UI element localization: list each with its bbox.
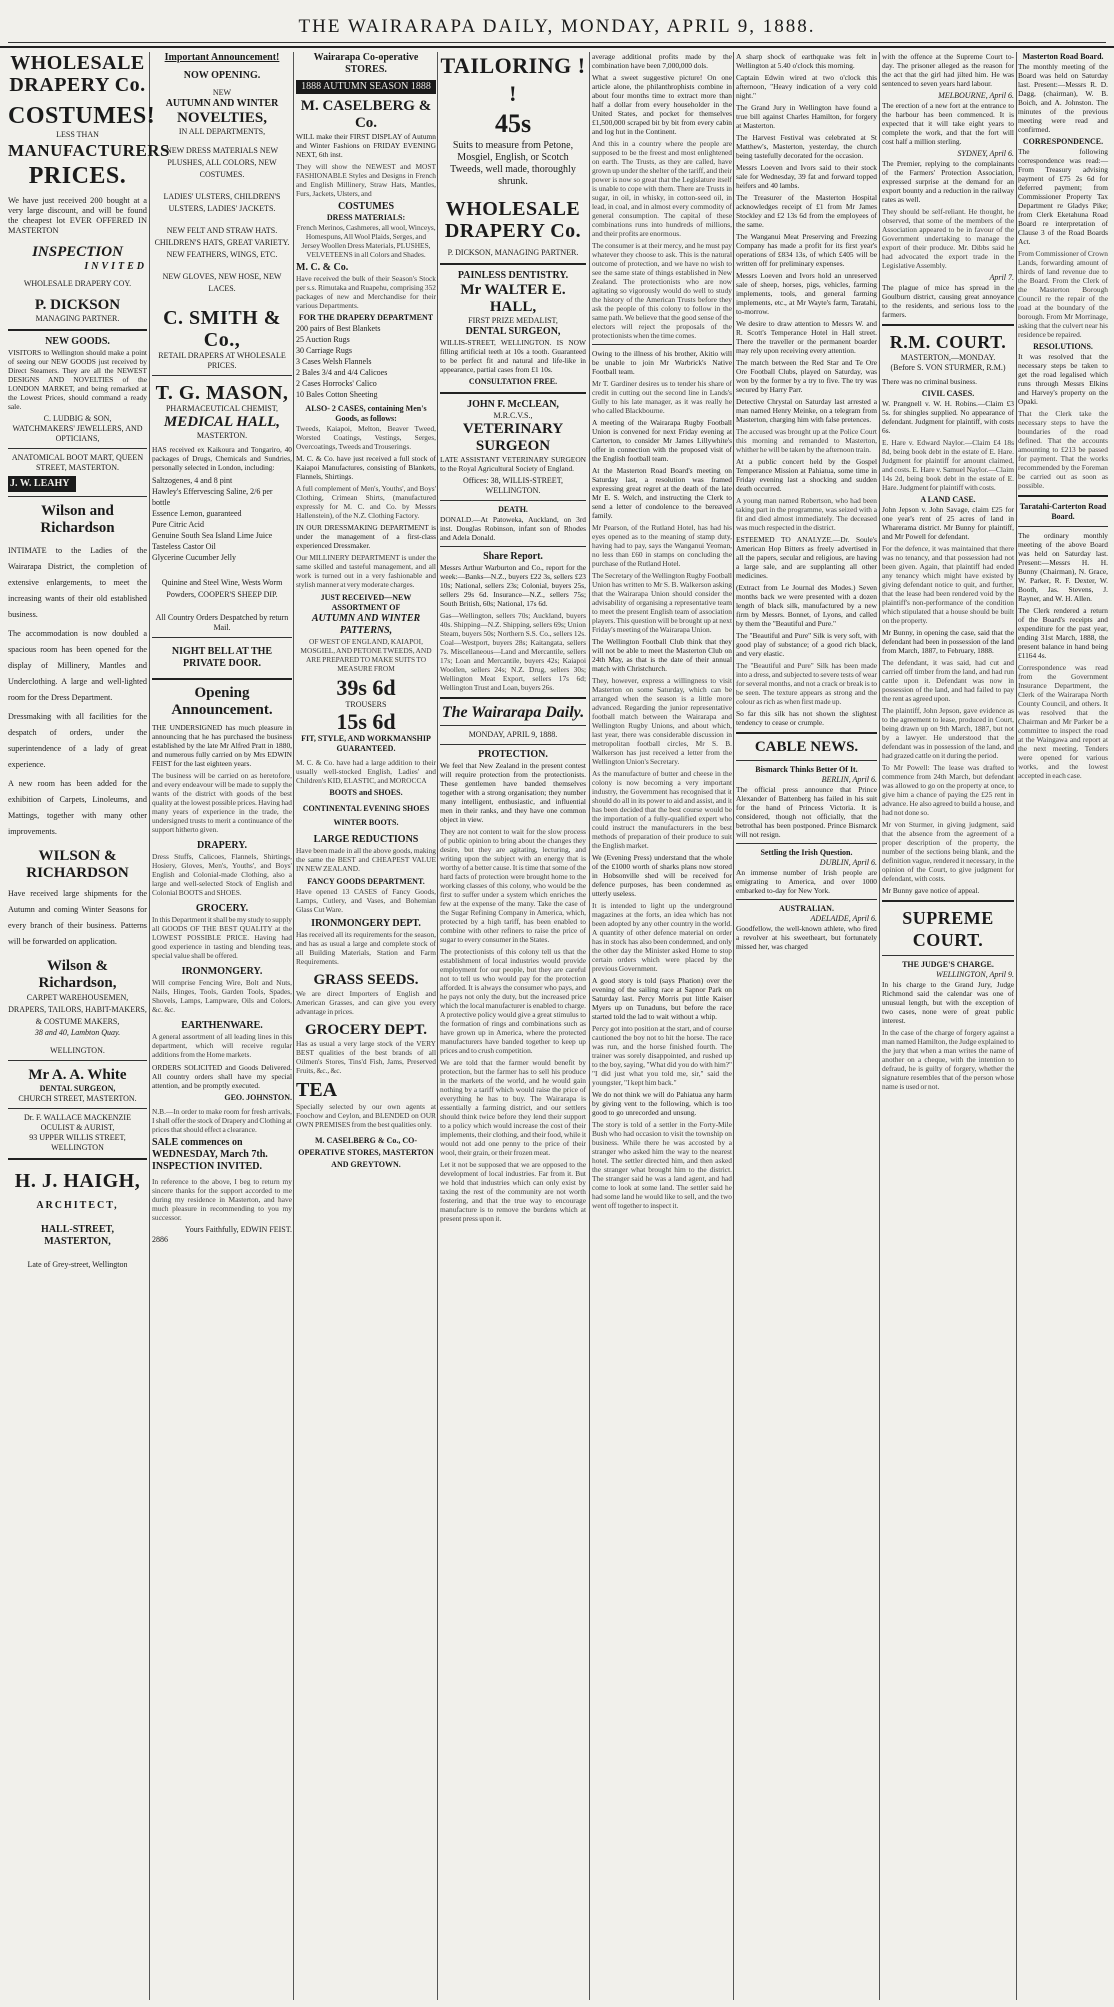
smith-co-heading: C. SMITH & Co., <box>163 307 281 351</box>
road-board-text: The monthly meeting of the Board was held on Saturday last. Present:—Messrs R. D. Dagg, (chairman), W. B. Boich, and A. Johnston. The minutes of the previous meeting were read and confirmed. <box>1018 62 1108 134</box>
sunday-school-text: A meeting of the Wairarapa Rugby Football Union is convened for next Friday evening at Carterton, to consider Mr James Lillywhite's offer in connection with the proposed visit of the English football team. <box>592 418 732 463</box>
lambton-quay: 38 and 40, Lambton Quay. <box>34 1028 121 1037</box>
dental-text: WILLIS-STREET, WELLINGTON. IS NOW filling artificial teeth at 10s a tooth. Guaranteed to be perfect fit and natural and life-like in appearance, partial cases from £1 10s. <box>440 338 586 374</box>
news-filler-7: Percy got into position at the start, and of course cautioned the boy not to hit the horse. The race was run, and the horse finished fourth. The trainer was sorely disappointed, and rushed up to the boy, saying, "What did you do with him?" "I did just what you told me, sir," said the youngster, "I kept him back." <box>592 1024 732 1087</box>
stock-list-item: 200 pairs of Best Blankets <box>296 324 381 333</box>
tailoring-price: 45s <box>494 109 532 138</box>
caselberg-text: WILL make their FIRST DISPLAY of Autumn and Winter Fashions on FRIDAY EVENING NEXT, 6th inst. <box>296 132 436 159</box>
dressmaking-filler: Our MILLINERY DEPARTMENT is under the same skilled and tasteful management, and all work is turned out in a very fashionable and stylish manner at very moderate charges. <box>296 553 436 589</box>
caselberg-heading: M. CASELBERG & Co. <box>300 98 432 131</box>
hospital-text: The Treasurer of the Masterton Hospital acknowledges receipt of £1 from Mr James Stockley and £2 13s 6d from the employees of the same. <box>736 193 877 229</box>
protection-filler-3: We are told that the farmer would benefit by protection, but the farmer has to sell his produce in the markets of the world, and he would gain nothing by a tariff which would raise the price of everything he has to buy. The Wairarapa is essentially a farming district, and our settlers should think twice before they lend their support to a policy which would increase the cost of their implements, their clothing, and their food, while it would not add one penny to the price of their wool, their grain, or their frozen meat. <box>440 1058 586 1157</box>
drapery-co-heading: DRAPERY Co. <box>9 74 146 96</box>
drapery-filler: Dress Stuffs, Calicoes, Flannels, Shirtings, Hosiery, Gloves, Men's, Youths', and Boys' English and Colonial-made Clothing, also a large and well-selected Stock of English and Colonial BOOTS and SHOES. <box>152 852 292 897</box>
plague-text: The plague of mice has spread in the Goulburn district, causing great annoyance to the residents, and serious loss to the farmers. <box>882 283 1014 319</box>
dental-surgeon-text: DENTAL SURGEON, <box>39 1084 116 1093</box>
april7-dateline: April 7. <box>989 273 1014 282</box>
land-filler-2: The defendant, it was said, had cut and carried off timber from the land, and had run cattle upon it. Defendant was now in possession of the land, and had failed to pay the rent as agreed upon. <box>882 658 1014 703</box>
invited-heading: INVITED <box>84 261 147 272</box>
opening-announcement-heading: Opening Announcement. <box>171 685 273 718</box>
divider <box>440 744 586 745</box>
opening-filler: The business will be carried on as heretofore, and every endeavour will be made to supply the wants of the district with goods of the best quality at the lowest possible prices. Having had many years of experience in the trade, the undersigned trusts to merit a continuance of the support hitherto given. <box>152 771 292 834</box>
news-filler-2: Mr Pearson, of the Rutland Hotel, has had his eyes opened as to the meaning of stamp duty, having had to pay, says the Wanganui Yeoman, no less than £60 in stamps on concluding the purchase of the Rutland Hotel. <box>592 523 732 568</box>
column-8-road-boards <box>1018 52 1108 2000</box>
late-of-text: Late of Grey-street, Wellington <box>27 1260 128 1269</box>
willis-street-text: 93 UPPER WILLIS STREET, WELLINGTON <box>29 1133 126 1152</box>
suits-text: Suits to measure from Petone, Mosgiel, English, or Scotch Tweeds, well made, thoroughly shrunk. <box>450 140 576 187</box>
bismarck-heading: Bismarck Thinks Better Of It. <box>755 765 858 774</box>
masterton-text: MASTERTON. <box>196 431 248 440</box>
fit-style-text: FIT, STYLE, AND WORKMANSHIP GUARANTEED. <box>301 734 431 753</box>
dressmaking-text: IN OUR DRESSMAKING DEPARTMENT is under the management of a first-class experienced Dressmaker. <box>296 523 436 550</box>
divider <box>440 392 586 394</box>
mason-list-item: Genuine South Sea Island Lime Juice <box>152 531 273 540</box>
protection-text: We feel that New Zealand in the present contest will require protection from the protectionists. These gentlemen have banded themselves together with a strong organisation; they number many intelligent, enthusiastic, and influential men in their ranks, and they have one common object in view. <box>440 761 586 824</box>
oculist-text: OCULIST & AURIST, <box>40 1123 115 1132</box>
dress-materials-text: NEW DRESS MATERIALS NEW PLUSHES, ALL COLORS, NEW COSTUMES. <box>165 146 279 179</box>
prices-heading: PRICES. <box>28 163 127 189</box>
leahy-block: J. W. LEAHY <box>8 476 76 492</box>
land-case-heading: A LAND CASE. <box>920 495 976 504</box>
divider <box>8 329 147 331</box>
crumple-text: So far this silk has not shown the slightest tendency to cease or crumple. <box>736 709 877 727</box>
ludbig-name: C. LUDBIG & SON, <box>43 414 112 423</box>
no-criminal-text: There was no criminal business. <box>882 377 978 386</box>
tailoring-heading: TAILORING ! ! <box>440 53 586 106</box>
land-filler-3: The plaintiff, John Jepson, gave evidence as to the agreement to lease, produced in Court, being drawn up on 9th March, 1887, but not by a lawyer. He understood that the defendant was in possession of the land, and had grazed cattle on it during the period. <box>882 706 1014 760</box>
grocery-dept-heading: GROCERY DEPT. <box>305 1022 427 1038</box>
grocery-filler: Has as usual a very large stock of the VERY BEST qualities of the best brands of all Oilmen's Stores, Tins'd Fish, Jams, Preserved Fruits, &c., &c. <box>296 1039 436 1075</box>
richardson-heading-2: RICHARDSON <box>26 865 129 881</box>
paper-title: The Wairarapa Daily. <box>441 704 585 721</box>
death-notice: DONALD.—At Patoweka, Auckland, on 3rd inst. Douglas Robinson, infant son of Rhodes and Adela Donald. <box>440 515 586 542</box>
dublin-dateline: DUBLIN, April 6. <box>819 858 877 867</box>
managing-partner: MANAGING PARTNER. <box>35 314 120 323</box>
johnston-signature: GEO. JOHNSTON. <box>224 1093 292 1102</box>
civil-text: W. Prangnell v. W. H. Robins.—Claim £3 5s. for shingles supplied. No appearance of defendant. Judgment for plaintiff, with costs 6s. <box>882 399 1014 435</box>
novelties-heading: NOVELTIES, <box>177 110 267 126</box>
wilson-heading-2: WILSON & <box>38 848 117 864</box>
berlin-text: The official press announce that Prince Alexander of Battenberg has failed in his suit for the hand of Princess Victoria. It is considered, though not officially, that the betrothal has been postponed. Prince Bismarck will not resign. <box>736 785 877 839</box>
column-5-news <box>592 52 732 2000</box>
wdc-heading: WHOLESALE <box>445 198 581 220</box>
gift-text: average additional profits made by the combination have been 7,000,000 dols. <box>592 52 732 70</box>
new-goods-text: VISITORS to Wellington should make a point of seeing our NEW GOODS just received by Direct Steamers. They are all the NEWEST DESIGNS AND NOVELTIES of the LONDON MARKET, and being remarked at the Lowest Prices, should command a ready sale. <box>8 348 147 411</box>
rm-court-before: (Before S. VON STURMER, R.M.) <box>890 363 1006 372</box>
prize-medalist: FIRST PRIZE MEDALIST, <box>468 316 558 325</box>
sale-text: SALE commences on WEDNESDAY, March 7th. INSPECTION INVITED. <box>152 1137 268 1172</box>
architect-text: ARCHITECT, <box>36 1200 119 1211</box>
news-filler-6: It is intended to light up the underground magazines at the forts, an idea which has not been adopted by any other country in the world. A quantity of other defence material on order has in stock has also been condemned, and only the other day the Minister asked Home to stop certain orders which were placed by the previous Government. <box>592 901 732 973</box>
ironmongery-dept-heading: IRONMONGERY DEPT. <box>311 918 421 929</box>
divider <box>882 955 1014 956</box>
mc-co-label: M. C. & Co. <box>296 262 349 273</box>
country-orders-text: All Country Orders Despatched by return Mail. <box>155 613 289 632</box>
masthead-rule <box>8 42 1106 43</box>
divider <box>8 496 147 497</box>
room-filler: N.B.—In order to make room for fresh arrivals, I shall offer the stock of Drapery and Clothing at prices that should effect a clearance. <box>152 1107 292 1134</box>
taratahi-text: The ordinary monthly meeting of the above Board was held on Saturday last. Present:—Messrs H. H. Bunny (Chairman), N. Grace, W. Parker, R. F. Dexter, W. Booth, Jas. Stevens, J. Rayner, and W. H. Allen. <box>1018 531 1108 603</box>
sheep-dip-text: Quinine and Steel Wine, Wests Worm Powders, COOPER'S SHEEP DIP. <box>161 578 283 599</box>
dublin-text: An immense number of Irish people are emigrating to America, and over 1000 embarked to-day for New York. <box>736 868 877 895</box>
cable-news-heading: CABLE NEWS. <box>754 739 859 755</box>
costumes-label: COSTUMES <box>337 201 395 212</box>
column-6-news <box>736 52 877 2000</box>
stock-list-item: 2 Cases Horrocks' Calico <box>296 379 377 388</box>
mason-heading: T. G. MASON, <box>155 382 289 404</box>
dickson-partner: P. DICKSON, MANAGING PARTNER. <box>447 248 579 257</box>
divider <box>592 344 732 345</box>
trousers-label: TROUSERS <box>345 700 387 709</box>
mason-list-item: Glycerine Cucumber Jelly <box>152 553 236 562</box>
vet-text: LATE ASSISTANT VETERINARY SURGEON to the Royal Agricultural Society of England. <box>440 455 586 473</box>
dickson-name: P. DICKSON <box>34 297 121 313</box>
lead-filler-2: The consumer is at their mercy, and he must pay whatever they choose to ask. This is the natural outcome of protection, and we have no wish to see the same state of things established in New Zealand. The protectionists who are now agitating so vigorously would do well to study the history of the American Trusts before they ask the people of this colony to follow in the same path. We believe that the good sense of the electors will reject the proposals of the protectionists when the time comes. <box>592 241 732 340</box>
earthenware-heading: EARTHENWARE. <box>181 1020 263 1031</box>
coop-footer: M. CASELBERG & Co., CO-OPERATIVE STORES, MASTERTON AND GREYTOWN. <box>298 1136 434 1169</box>
grass-seeds-heading: GRASS SEEDS. <box>313 972 419 988</box>
divider <box>440 546 586 547</box>
divider <box>736 843 877 844</box>
trousers-price: 15s 6d <box>336 709 396 734</box>
feist-signature: Yours Faithfully, EDWIN FEIST. <box>184 1225 292 1234</box>
earthquake-text: A sharp shock of earthquake was felt in Wellington at 5.40 o'clock this morning. <box>736 52 877 70</box>
consultation-free: CONSULTATION FREE. <box>468 377 558 386</box>
ironmongery-filler: Has received all its requirements for the season, and has as usual a large and complete stock of all Building Materials, Station and Farm Requirements. <box>296 930 436 966</box>
watchmakers-text: WATCHMAKERS' JEWELLERS, AND OPTICIANS, <box>12 424 143 443</box>
race-text: A good story is told (says Phation) over the evening of the sailing race at Sapnor Park on Saturday last. Percy Morris put little Kaiser Myers up on Tunaduns, but before the race started told the lad to wait without a whip. <box>592 976 732 1021</box>
warehousemen-text: CARPET WAREHOUSEMEN, DRAPERS, TAILORS, HABIT-MAKERS, & COSTUME MAKERS, <box>8 993 147 1026</box>
lead-filler-1: And this in a country where the people are supposed to be the freest and most enlightened on earth. The Trusts, as they are called, have grown up under the shelter of the tariff, and their power is now so great that the Legislature itself is unable to cope with them. There are Trusts in sugar, in oil, in whisky, in cotton-seed oil, in lead, in coal, and in almost every commodity of general consumption. The capital of these combinations runs into hundreds of millions, and their profits are enormous. <box>592 139 732 238</box>
reductions-heading: LARGE REDUCTIONS <box>313 834 419 845</box>
less-than-text: LESS THAN <box>56 130 99 139</box>
share-filler: Gas—Wellington, sellers 70s; Auckland, buyers 40s. Shipping—N.Z. Shipping, sellers 69s; Union Steam, buyers 50s; Northern S.S. Co., sellers 12s. Coal—Westport, buyers 28s; Kaitangata, sellers 7s. Miscellaneous—Land and Mercantile, sellers 17s; Loan and Mercantile, buyers 42s; Kaiapoi Woollen, sellers 24s; N.Z. Drug, sellers 30s; Wellington Meat Export, sellers 17s 6d; Wellington Trust and Loan, buyers 26s. <box>440 611 586 692</box>
mackenzie-name: Dr. F. WALLACE MACKENZIE <box>24 1113 131 1122</box>
also-filler: Tweeds, Kaiapoi, Melton, Beaver Tweed, Worsted Coatings, Vestings, Serges, Overcoatings, Tweeds and Trouserings. <box>296 424 436 451</box>
hall-name: Mr WALTER E. HALL, <box>460 282 566 315</box>
divider <box>152 375 292 376</box>
drapery-heading: DRAPERY. <box>196 840 248 851</box>
share-report-text: Messrs Arthur Warburton and Co., report for the week:—Banks—N.Z., buyers £22 3s, sellers £23 10s; National, sellers 23s; Colonial, buyers 25s, sellers 29s 6d. Insurance—N.Z., sellers 75s; South British, 60s; National, 17s 6d. <box>440 563 586 608</box>
protection-filler-1: They are not content to wait for the slow process of public opinion to bring about the changes they desire, but they are agitating, lecturing, and writing upon the subject with an energy that is worthy of a better cause. It is time that some of the hard facts of protection were brought home to the working classes of this colony, who would be the first to suffer under a system which enriches the few at the expense of the many. Take the case of the Sugar Refining Company in America, which, protected by a high tariff, has been enabled to combine with other refiners to raise the price of sugar to every consumer in the States. <box>440 827 586 944</box>
wilson-richardson-3: Wilson & Richardson, <box>38 958 117 991</box>
opening-text: THE UNDERSIGNED has much pleasure in announcing that he has purchased the business established by the late Mr Alfred Pratt in 1880, and numerous fully carried on by Mrs EDWIN FEIST for the last eighteen years. <box>152 723 292 768</box>
medical-hall-heading: MEDICAL HALL, <box>163 414 281 430</box>
vet-surgeon-heading: VETERINARY SURGEON <box>462 421 564 454</box>
divider <box>440 725 586 726</box>
grocery-heading: GROCERY. <box>195 903 249 914</box>
news-filler-8: The story is told of a settler in the Forty-Mile Bush who had occasion to visit the township on business. While there he was accosted by a stranger who asked him the way to the nearest hotel. The settler directed him, and then asked the stranger what brought him to the district. The stranger said he was a land agent, and had come to look at some land. The settler said he had some land he would like to sell, and the two went off together to inspect it. <box>592 1120 732 1210</box>
captain-text: Captain Edwin wired at two o'clock this afternoon, "Heavy indication of a very cold night." <box>736 73 877 100</box>
protection-filler-2: The protectionists of this colony tell us that the establishment of local industries would provide employment for our people, but they are careful not to tell us who would pay for the protection afforded. It is always the consumer who pays, and he pays not only the duty, but the increased price which the local manufacturer is enabled to charge. A protective policy would give a great stimulus to the formation of rings and combinations such as have grown up in America, where the protected manufacturers have banded together to keep up prices and to crush competition. <box>440 947 586 1055</box>
protection-filler-4: Let it not be supposed that we are opposed to the development of local industries. Far from it. But we hold that industries which can only exist by taxing the rest of the community are not worth fostering, and that the true way to encourage manufacture is to remove the burdens which at present press upon it. <box>440 1160 586 1223</box>
resolutions-text: It was resolved that the necessary steps be taken to get the road legalised which runs through Messrs Elkins and Harvey's property on the Opaki. <box>1018 352 1108 406</box>
sharks-text: We (Evening Press) understand that the whole of the £1000 worth of sharks plans now stored in Hobsonville shed will be received for defence purposes, has been condemned as utterly useless. <box>592 853 732 898</box>
new-room-text: A new room has been added for the exhibition of Carpets, Linoleums, and Mattings, together with many other improvements. <box>8 779 147 836</box>
irish-heading: Settling the Irish Question. <box>760 848 853 857</box>
patterns-head: JUST RECEIVED—NEW ASSORTMENT OF <box>320 593 412 612</box>
divider <box>8 1060 147 1061</box>
share-report-heading: Share Report. <box>483 551 543 562</box>
taratahi-heading: Taratahi-Carterton Road Board. <box>1019 502 1107 521</box>
concert-filler: A young man named Robertson, who had been taking part in the programme, was seized with a fit and died almost immediately. The deceased was much respected in the district. <box>736 496 877 532</box>
column-rule <box>879 52 880 2000</box>
correspondence-heading: CORRESPONDENCE. <box>1022 137 1104 146</box>
extract-text: (Extract from Le Journal des Modes.) Seven months back we were presented with a dozen length of black silk, manufactured by a new firm by Messrs. Bonnet, of Lyons, and called by them the "Beautiful and Pure." <box>736 583 877 628</box>
pahiatua-text: We do not think we will do Pahiatua any harm by giving vent to the following, which is too good to go unrecorded and unsung. <box>592 1090 732 1117</box>
dental-surgeon-heading: DENTAL SURGEON, <box>465 326 561 337</box>
adelaide-dateline: ADELAIDE, April 6. <box>810 914 877 923</box>
tea-heading: TEA <box>296 1079 338 1101</box>
received-text: We have just received 200 bought at a very large discount, and will be found the cheapest lot EVER OFFERED IN MASTERTON <box>8 196 147 235</box>
autumn-winter-heading: AUTUMN AND WINTER <box>165 98 279 109</box>
divider <box>1018 526 1108 527</box>
earthenware-filler: A general assortment of all leading lines in this department, which will receive regular additions from the Home markets. <box>152 1032 292 1059</box>
mason-text: HAS received ex Kaikoura and Tongariro, 40 packages of Drugs, Chemicals and Sundries, personally selected in London, including: <box>152 445 292 472</box>
intimate-text: INTIMATE to the Ladies of the Wairarapa District, the completion of extensive enlargements, to meet the increasing wants of their old established business. <box>8 546 147 619</box>
chemist-text: PHARMACEUTICAL CHEMIST, <box>165 404 278 413</box>
mason-list-item: Tasteless Castor Oil <box>152 542 216 551</box>
death-heading: DEATH. <box>498 505 528 514</box>
melbourne-text: The erection of a new fort at the entrance to the harbour has been commenced. It is expected that it will take eight years to complete the work, and that the fort will cost half a million sterling. <box>882 101 1014 146</box>
divider <box>8 1108 147 1109</box>
judges-charge-heading: THE JUDGE'S CHARGE. <box>902 960 994 969</box>
melbourne-dateline: MELBOURNE, April 6. <box>938 91 1014 100</box>
painless-dentistry: PAINLESS DENTISTRY. <box>457 270 569 281</box>
divider <box>440 697 586 699</box>
paper-date: MONDAY, APRIL 9, 1888. <box>468 730 558 739</box>
ulsters-text: LADIES' ULSTERS, CHILDREN'S ULSTERS, LADIES' JACKETS. <box>163 192 281 213</box>
land-filler-5: Mr von Sturmer, in giving judgment, said that the absence from the agreement of a proper description of the property, the number of the sections being blank, and the definition vague, rendered it necessary, in the opinion of the Court, to give judgment for defendant, with costs. <box>882 820 1014 883</box>
supreme-court-heading: SUPREME COURT. <box>902 908 994 950</box>
tara-filler: Correspondence was read from the Government Insurance Department, the Clerk of the Wairarapa North County Council, and others. It was resolved that the Chairman and Mr Parker be a committee to inspect the road at the Waingawa and report at the next meeting. Tenders were opened for various works, and the lowest accepted in each case. <box>1018 663 1108 780</box>
masthead-title: THE WAIRARAPA DAILY, MONDAY, APRIL 9, 1888. <box>298 16 816 37</box>
important-heading: Important Announcement! <box>164 52 280 63</box>
australian-heading: AUSTRALIAN. <box>779 904 834 913</box>
hop-bitters-text: ESTEEMED TO ANALYZE.—Dr. Soule's American Hop Bitters as freely advertised in all the papers, secular and religious, are having a large sale, and are supplanting all other medicines. <box>736 535 877 580</box>
silk-filler: The "Beautiful and Pure" Silk has been made into a dress, and subjected to severe tests of wear for several months, and not a crack or break is to be seen. The texture appears as strong and the colour as rich as when first made up. <box>736 661 877 706</box>
fancy-filler: Have opened 13 CASES of Fancy Goods, Lamps, Cutlery, and Vases, and Bohemian Glass Cut Ware. <box>296 887 436 914</box>
divider <box>736 760 877 761</box>
wellington-dateline: WELLINGTON, April 9. <box>936 970 1014 979</box>
season-banner: 1888 AUTUMN SEASON 1888 <box>296 80 436 94</box>
grass-filler: We are direct Importers of English and American Grasses, and can give you every advantage in prices. <box>296 989 436 1016</box>
column-3-cooperative-stores <box>296 52 436 2000</box>
mc-filler-2: A full complement of Men's, Youths', and Boys' Clothing, Crimean Shirts, (manufactured expressly for M. C. and Co. by Messrs Hallenstein), of the N.Z. Clothing Factory. <box>296 484 436 520</box>
temperance-hotel-text: We desire to draw attention to Messrs W. and R. Scott's Temperance Hotel in Hall street. There the traveller or the permanent boarder may rely upon receiving every attention. <box>736 319 877 355</box>
dressmaking-text: Dressmaking with all facilities for the despatch of orders, under the superintendence of a lady of great experience. <box>8 712 147 769</box>
feist-filler: In reference to the above, I beg to return my sincere thanks for the support accorded to me during my residence in Masterton, and have much pleasure in recommending to you my successor. <box>152 1177 292 1222</box>
divider <box>152 678 292 680</box>
mason-list-item: Hawley's Effervescing Saline, 2/6 per bottle <box>152 487 273 507</box>
protection-heading: PROTECTION. <box>478 749 548 760</box>
column-rule <box>293 52 294 2000</box>
suits-price: 39s 6d <box>336 675 396 700</box>
charge-text: In his charge to the Grand Jury, Judge Richmond said the calendar was one of unusual length, but with the exception of two cases, none were of great public interest. <box>882 980 1014 1025</box>
column-rule <box>589 52 590 2000</box>
divider <box>8 448 147 449</box>
clerk-text: The Clerk rendered a return of the Board's receipts and expenditure for the past year, ending 31st March, 1888, the present balance in hand being £1164 4s. <box>1018 606 1108 660</box>
costumes-heading: COSTUMES! <box>8 103 156 129</box>
boots-label: BOOTS and SHOES. <box>329 788 403 797</box>
mrcvs-text: M.R.C.V.S., <box>493 411 533 420</box>
stock-list-item: 25 Auction Rugs <box>296 335 350 344</box>
tea-filler: Specially selected by our own agents at Foochow and Ceylon, and BLENDED on OUR OWN PREMISES from the best qualities only. <box>296 1102 436 1129</box>
divider <box>882 900 1014 902</box>
stock-list <box>296 323 436 400</box>
shipments-text: Have received large shipments for the Autumn and coming Winter Seasons for every branch of their business. Patterns will be forwarded on application. <box>8 889 147 946</box>
freezing-text: The Wanganui Meat Preserving and Freezing Company has made a profit for its first year's operations of £834 13s, of which £405 will be written off for preliminary expenses. <box>736 232 877 268</box>
grand-jury-text: The Grand Jury in Wellington have found a true bill against Charles Hamilton, for forgery at Masterton. <box>736 103 877 130</box>
accommodation-text: The accommodation is now doubled a spacious room has been opened for the display of Millinery, Mantles and Underclothing. A large and well-lighted room for the Dress Department. <box>8 629 147 702</box>
news-filler-4: They, however, express a willingness to visit Masterton on some Saturday, which can be arranged when the season is a little more advanced. Regarding the junior representative football match between the Wairarapa and Wellington Rugby Unions, and about which, last year, there was considerable discussion in metropolitan football circles, Mr S. B. Walkerson has just received a letter from the Wellington Union's Secretary. <box>592 676 732 766</box>
stock-list-item: 10 Bales Cotton Sheeting <box>296 390 378 399</box>
divider <box>440 500 586 501</box>
charge-filler: In the case of the charge of forgery against a man named Hamilton, the Judge explained to the jury that when a man writes the name of another on a cheque, with the intention to defraud, he is guilty of forgery, whether the signature resembles that of the person whose name is used or not. <box>882 1028 1014 1091</box>
hall-street-text: HALL-STREET, MASTERTON, <box>41 1224 114 1247</box>
sydney-text: The Premier, replying to the complainants of the Farmers' Protection Association, expressed surprise at the demand for an export bounty and a reduction in the railway rates as well. <box>882 159 1014 204</box>
detective-text: Detective Chrystal on Saturday last arrested a man named Henry Meinke, on a telegram from Masterton, charging him with false pretences. <box>736 397 877 424</box>
column-rule <box>1016 52 1017 2000</box>
straw-hats-text: NEW FELT AND STRAW HATS. CHILDREN'S HATS, GREAT VARIETY. NEW FEATHERS, WINGS, ETC. <box>154 226 290 259</box>
stock-list-item: 2 Bales 3/4 and 4/4 Calicoes <box>296 368 388 377</box>
mason-product-list <box>152 475 292 563</box>
divider <box>736 899 877 900</box>
divider <box>882 324 1014 326</box>
caselberg-filler: They will show the NEWEST and MOST FASHIONABLE Styles and Designs in French and English Millinery, Straw Hats, Mantles, Furs, Jackets, Ulsters, and <box>296 162 436 198</box>
grocery-filler: In this Department it shall be my study to supply all GOODS OF THE BEST QUALITY at the LOWEST POSSIBLE PRICE. Having had good experience in tasting and blending teas, special value shall be offered. <box>152 915 292 960</box>
brother-text: Owing to the illness of his brother, Akitio will be unable to join Mr Warbrick's Native Football team. <box>592 349 732 376</box>
mason-list-item: Saltzogenes, 4 and 8 pint <box>152 476 233 485</box>
white-name: Mr A. A. White <box>28 1067 127 1083</box>
bunny-notice: Mr Bunny gave notice of appeal. <box>882 886 980 895</box>
ironmongery-heading: IRONMONGERY. <box>181 966 263 977</box>
manufacturers-heading: MANUFACTURERS <box>8 141 171 160</box>
ironmongery-filler: Will comprise Fencing Wire, Bolt and Nuts, Nails, Hinges, Tools, Garden Tools, Spades, Shovels, Lamps, Lampware, Oils and Colors, &c. &c. <box>152 978 292 1014</box>
also-label: ALSO- 2 CASES, containing Men's Goods, as follows: <box>305 404 427 423</box>
resolutions-heading: RESOLUTIONS. <box>1033 342 1093 351</box>
football-text: The Wellington Football Club think that they will not be able to meet the Masterton Club on 24th May, as that is the date of their annual match with Christchurch. <box>592 637 732 673</box>
sydney-filler: They should be self-reliant. He thought, he observed, that some of the members of the Association appeared to be in favour of the Government undertaking to manage the export of their produce. Mr. Dibbs said he had advocated the export trade in the Legislative Assembly. <box>882 207 1014 270</box>
divider <box>736 732 877 734</box>
wilson-richardson-heading: Wilson and Richardson <box>40 503 115 536</box>
stock-sale-text: Messrs Loeven and Ivors said to their stock sale for Wednesday, 39 fat and forward topped heifers and 40 lambs. <box>736 163 877 190</box>
corr-filler: From Commissioner of Crown Lands, forwarding amount of thirds of land revenue due to the Board. From the Clerk of the Masterton Borough Council re the repair of the road at the boundary of the borough. From Mr Morrinage, asking that the culvert near his residence be repaired. <box>1018 249 1108 339</box>
masthead <box>0 0 1114 48</box>
resol-filler: That the Clerk take the necessary steps to have the boundaries of the road defined. That the accounts amounting to £213 be passed for payment. That the works recommended by the Foreman be carried out as soon as possible. <box>1018 409 1108 490</box>
news-filler-3: The Secretary of the Wellington Rugby Football Union has written to Mr S. B. Walkerson asking that the Wairarapa Union should consider the advisability of organising a representative team to meet the present English team of association players. This question will be brought up at next Friday's meeting of the Wairarapa Union. <box>592 571 732 634</box>
correspondence-text: The following correspondence was read:— From Treasury advising payment of £75 2s 6d for deferred payment; from Commissioner Property Tax Department re Gladys Pike; from Clerk Eketahuna Road Board re interpretation of Clause 3 of the Road Boards Act. <box>1018 147 1108 246</box>
divider <box>8 1158 147 1160</box>
divider <box>152 637 292 638</box>
news-filler-1: Mr T. Gardiner desires us to tender his share of credit in cutting out the second line in Lands's Gully to his late manager, as it was really he who called Blackbourne. <box>592 379 732 415</box>
rm-court-heading: R.M. COURT. <box>889 332 1007 352</box>
adelaide-text: Goodfellow, the well-known athlete, who fired a revolver at his sweetheart, but fortunately missed her, was charged <box>736 924 877 951</box>
hall-text: At the Masterton Road Board's meeting on Saturday last, a resolution was framed expressing great regret at the death of the late Mr E. S. Welch, and instructing the Clerk to send a letter of condolence to the bereaved family. <box>592 466 732 520</box>
bunny-text: Mr Bunny, in opening the case, said that the defendant had been in possession of the land from March, 1887, to February, 1888. <box>882 628 1014 655</box>
wholesale-drapery-coy: WHOLESALE DRAPERY COY. <box>23 279 132 288</box>
all-departments: IN ALL DEPARTMENTS, <box>178 127 266 136</box>
patterns-filler: OF WEST OF ENGLAND, KAIAPOI, MOSGIEL, AND PETONE TWEEDS, AND ARE PREPARED TO MAKE SUITS TO MEASURE FROM <box>300 637 432 673</box>
now-opening-heading: NOW OPENING. <box>183 70 261 81</box>
column-4-tailoring-and-editorial <box>440 52 586 2000</box>
land-filler-4: To Mr Powell: The lease was drafted to commence from 24th March, but defendant was allowed to go on the property at once, to give him a chance of paying the £25 rent in advance. He also agreed to build a house, and had not done so. <box>882 763 1014 817</box>
boot-mart-text: ANATOMICAL BOOT MART, QUEEN STREET, MASTERTON. <box>11 453 144 472</box>
unreserved-sale-text: Messrs Loeven and Ivors hold an unreserved sale of sheep, horses, pigs, vehicles, farming implements, tools, and general farming implements, etc., at Mr Wayte's farm, Taratahi, to-morrow. <box>736 271 877 316</box>
civil-cases-heading: CIVIL CASES. <box>921 389 975 398</box>
gloves-text: NEW GLOVES, NEW HOSE, NEW LACES. <box>162 272 282 293</box>
boots-filler: M. C. & Co. have had a large addition to their usually well-stocked English, Ladies' and Children's KID, ELASTIC, and MOROCCA <box>296 758 436 785</box>
mc-filler: Have received the bulk of their Season's Stock per s.s. Rimutaka and Ruapehu, comprising 352 packages of new and Merchandise for their various Departments. <box>296 274 436 310</box>
vet-office: Offices: 38, WILLIS-STREET, WELLINGTON. <box>463 476 563 495</box>
continental-shoes: CONTINENTAL EVENING SHOES <box>302 804 430 813</box>
silk-text: The "Beautiful and Pure" Silk is very soft, with good play of substance; of a good rich black, and very elastic. <box>736 631 877 658</box>
divider <box>440 263 586 265</box>
church-street-text: CHURCH STREET, MASTERTON. <box>18 1094 137 1103</box>
lead-text: What a sweet suggestive picture! On one article alone, the philanthrophists combine in about four months time to extract more than half a dollar from every householder in the United States, and pocket for themselves £1,500,000 scraped bit by bit from every cabin and log hut in the Continent. <box>592 73 732 136</box>
detective-filler: The accused was brought up at the Police Court this morning and remanded to Masterton, whither he will be taken by the afternoon train. <box>736 427 877 454</box>
drapery-depts-label: FOR THE DRAPERY DEPARTMENT <box>298 313 434 322</box>
land-text: John Jepson v. John Savage, claim £25 for one year's rent of 25 acres of land in Wharerama district. Mr Bunny for plaintiff, and Mr Powell for defendant. <box>882 505 1014 541</box>
orders-text: ORDERS SOLICITED and Goods Delivered. All country orders shall have my special attention, and be promptly executed. <box>152 1063 292 1090</box>
land-filler-1: For the defence, it was maintained that there was no tenancy, and that possession had not been given. Again, that plaintiff had ended any tenancy which might have existed by giving defendant notice to quit, and further, that the lease had been rendered void by the plaintiff's non-performance of the condition which stipulated that a house should be built on the property. <box>882 544 1014 625</box>
harvest-text: The Harvest Festival was celebrated at St Matthew's, Masterton, yesterday, the church being tastefully decorated for the occasion. <box>736 133 877 160</box>
haigh-name: H. J. HAIGH, <box>14 1170 141 1192</box>
coop-title: Wairarapa Co-operative STORES. <box>313 52 419 75</box>
inspection-heading: INSPECTION <box>32 244 123 260</box>
new-text: NEW <box>212 88 232 97</box>
mason-list-item: Pure Citric Acid <box>152 520 204 529</box>
ad-number: 2886 <box>152 1235 168 1244</box>
materials-filler: French Merinos, Cashmeres, all wool, Winceys, Homespuns, All Wool Plaids, Serges, and Jersey Woollen Dress Materials, PLUSHES, VELVETEENS in all Colors and Shades. <box>296 223 436 259</box>
football-match-text: The match between the Red Star and Te Ore Ore Football Clubs, played on Saturday, was won by the former by a try to five. The try was secured by Harry Parr. <box>736 358 877 394</box>
reductions-filler: Have been made in all the above goods, making the same the BEST and CHEAPEST VALUE IN NEW ZEALAND. <box>296 846 436 873</box>
column-rule <box>149 52 150 2000</box>
column-7-courts <box>882 52 1014 2000</box>
wholesale-heading: WHOLESALE <box>10 52 145 74</box>
road-board-heading: Masterton Road Board. <box>1022 52 1104 61</box>
mason-list-item: Essence Lemon, guaranteed <box>152 509 242 518</box>
stock-list-item: 3 Cases Welsh Flannels <box>296 357 372 366</box>
offence-text: with the offence at the Supreme Court to-day. The prisoner alleged as the reason for the act that the girl had jilted him. He was sentenced to seven years hard labour. <box>882 52 1014 88</box>
new-goods-heading: NEW GOODS. <box>45 336 110 347</box>
concert-text: At a public concert held by the Gospel Temperance Mission at Pahiatua, some time in Friday evening last a shocking and sudden death occurred. <box>736 457 877 493</box>
rm-court-place: MASTERTON,—MONDAY. <box>900 353 996 362</box>
news-filler-5: As the manufacture of butter and cheese in the colony is now becoming a very important industry, the Government has recognised that it should do all in its power to aid and assist, and it has been decided that the best course would be the importation of a fully-qualified expert who could instruct the manufacturers in the best methods of preparation of their produce to suit the English market. <box>592 769 732 850</box>
berlin-dateline: BERLIN, April 6. <box>821 775 877 784</box>
mc-text: M. C. & Co. have just received a full stock of Kaiapoi Manufactures, consisting of Blankets, Flannels, Shirtings. <box>296 454 436 481</box>
divider <box>1018 495 1108 497</box>
column-2-advertisements <box>152 52 292 2000</box>
column-rule <box>437 52 438 2000</box>
patterns-heading: AUTUMN AND WINTER PATTERNS, <box>311 613 421 636</box>
mcclean-name: JOHN F. McCLEAN, <box>467 399 559 410</box>
sydney-dateline: SYDNEY, April 6. <box>957 149 1014 158</box>
dress-materials-label: DRESS MATERIALS: <box>326 213 406 222</box>
civil-filler: E. Hare v. Edward Naylor.—Claim £4 18s 8d, being book debt in the estate of E. Hare. Judgment for plaintiff for amount claimed, and costs. E. Hare v. Samuel Naylor.—Claim 14s 2d, being book debt in the estate of E. Hare. Judgment for plaintiff with costs. <box>882 438 1014 492</box>
retail-drapers: RETAIL DRAPERS AT WHOLESALE PRICES. <box>158 351 286 370</box>
column-rule <box>733 52 734 2000</box>
winter-boots: WINTER BOOTS. <box>333 818 399 827</box>
night-bell-text: NIGHT BELL AT THE PRIVATE DOOR. <box>171 646 273 669</box>
stock-list-item: 30 Carriage Rugs <box>296 346 352 355</box>
fancy-goods-heading: FANCY GOODS DEPARTMENT. <box>307 877 425 886</box>
wellington-text: WELLINGTON. <box>50 1046 105 1055</box>
wdc-heading-2: DRAPERY Co. <box>444 220 582 242</box>
